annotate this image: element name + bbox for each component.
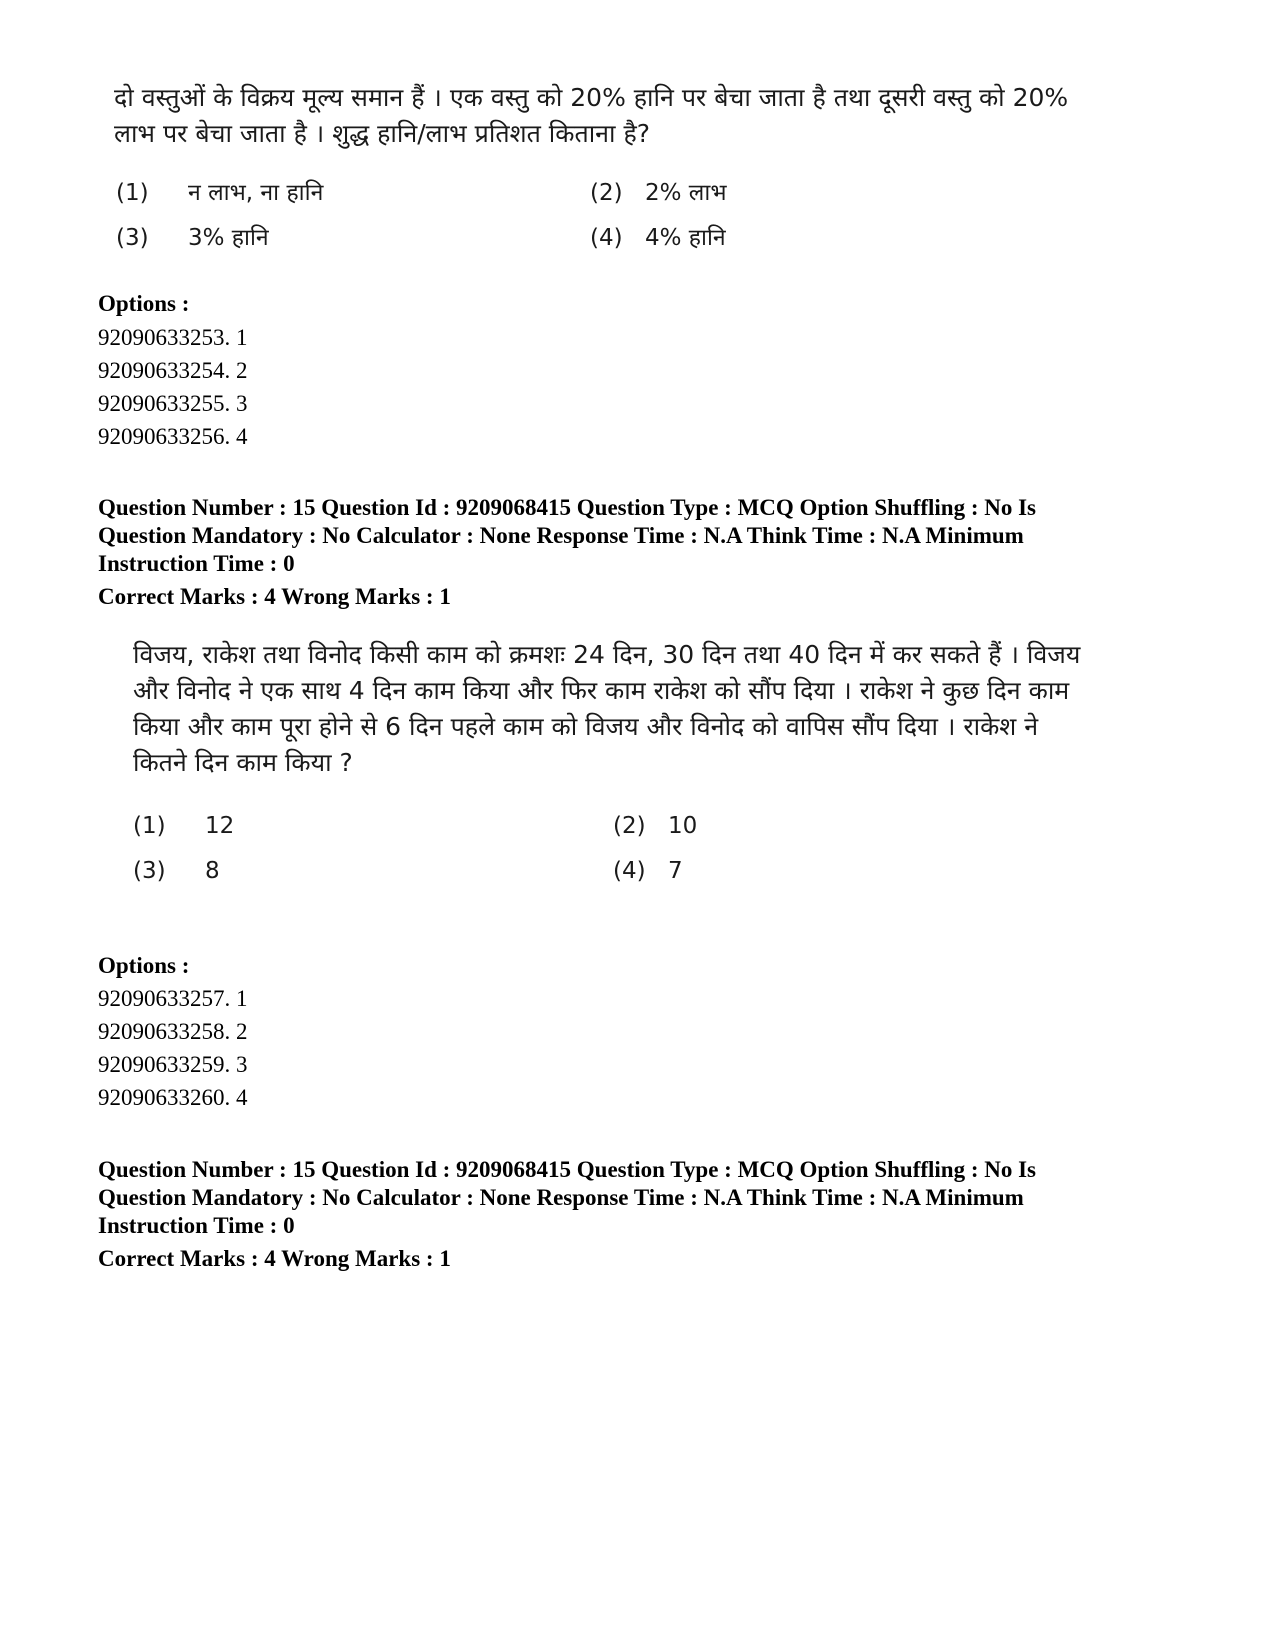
question-1-text (114, 80, 1134, 152)
question-1-choice-4 (590, 220, 726, 252)
options-label: Options : (98, 291, 190, 316)
choice-text: 3% हानि (188, 225, 269, 251)
question-2-line-2: और विनोद ने एक साथ 4 दिन काम किया और फिर काम राकेश को सौंप दिया । राकेश ने कुछ दिन काम (133, 676, 1070, 705)
question-metadata (98, 1156, 1118, 1240)
option-id-1: 92090633257. 1 (98, 986, 248, 1011)
question-2-choice-1 (133, 813, 234, 839)
option-id-1: 92090633253. 1 (98, 325, 248, 350)
option-id-4: 92090633256. 4 (98, 424, 248, 449)
metadata-line-2: Question Mandatory : No Calculator : None Response Time : N.A Think Time : N.A Minimum (98, 523, 1024, 548)
choice-number: (2) (613, 813, 646, 839)
option-id-4: 92090633260. 4 (98, 1085, 248, 1110)
metadata-line-2: Question Mandatory : No Calculator : None Response Time : N.A Think Time : N.A Minimum (98, 1185, 1024, 1210)
question-1-line-2: लाभ पर बेचा जाता है । शुद्ध हानि/लाभ प्रतिशत किताना है? (114, 119, 651, 148)
choice-text: 2% लाभ (645, 180, 727, 206)
option-id-2: 92090633254. 2 (98, 358, 248, 383)
options-label: Options : (98, 953, 190, 978)
question-1-choice-2 (590, 175, 727, 207)
question-2-text (133, 637, 1133, 781)
choice-number: (3) (116, 225, 149, 251)
question-2-choice-4 (613, 858, 683, 884)
metadata-line-1: Question Number : 15 Question Id : 9209068415 Question Type : MCQ Option Shuffling : No Is (98, 1157, 1037, 1182)
question-1-choice-1 (116, 175, 323, 207)
option-id-3: 92090633259. 3 (98, 1052, 248, 1077)
choice-text: 8 (205, 858, 220, 884)
question-1-line-1: दो वस्तुओं के विक्रय मूल्य समान हैं । एक वस्तु को 20% हानि पर बेचा जाता है तथा दूसरी वस्तु को 20% (114, 83, 1069, 112)
choice-text: न लाभ, ना हानि (188, 180, 324, 206)
metadata-line-3: Instruction Time : 0 (98, 551, 295, 576)
question-2-line-4: कितने दिन काम किया ? (133, 748, 353, 777)
choice-text: 12 (205, 813, 235, 839)
marks-info: Correct Marks : 4 Wrong Marks : 1 (98, 1246, 451, 1271)
question-2-choice-2 (613, 813, 697, 839)
choice-text: 4% हानि (645, 225, 726, 251)
question-2-line-3: किया और काम पूरा होने से 6 दिन पहले काम को विजय और विनोद को वापिस सौंप दिया । राकेश ने (133, 712, 1039, 741)
question-2-choice-3 (133, 858, 220, 884)
choice-text: 7 (668, 858, 683, 884)
question-1-choice-3 (116, 220, 269, 252)
choice-number: (1) (116, 180, 149, 206)
question-2-line-1: विजय, राकेश तथा विनोद किसी काम को क्रमशः 24 दिन, 30 दिन तथा 40 दिन में कर सकते हैं । विजय (133, 640, 1081, 669)
metadata-line-3: Instruction Time : 0 (98, 1213, 295, 1238)
choice-number: (1) (133, 813, 166, 839)
choice-number: (2) (590, 180, 623, 206)
metadata-line-1: Question Number : 15 Question Id : 9209068415 Question Type : MCQ Option Shuffling : No Is (98, 495, 1037, 520)
choice-number: (3) (133, 858, 166, 884)
choice-number: (4) (613, 858, 646, 884)
option-id-3: 92090633255. 3 (98, 391, 248, 416)
option-id-2: 92090633258. 2 (98, 1019, 248, 1044)
choice-text: 10 (668, 813, 698, 839)
question-metadata (98, 494, 1118, 578)
choice-number: (4) (590, 225, 623, 251)
marks-info: Correct Marks : 4 Wrong Marks : 1 (98, 584, 451, 609)
